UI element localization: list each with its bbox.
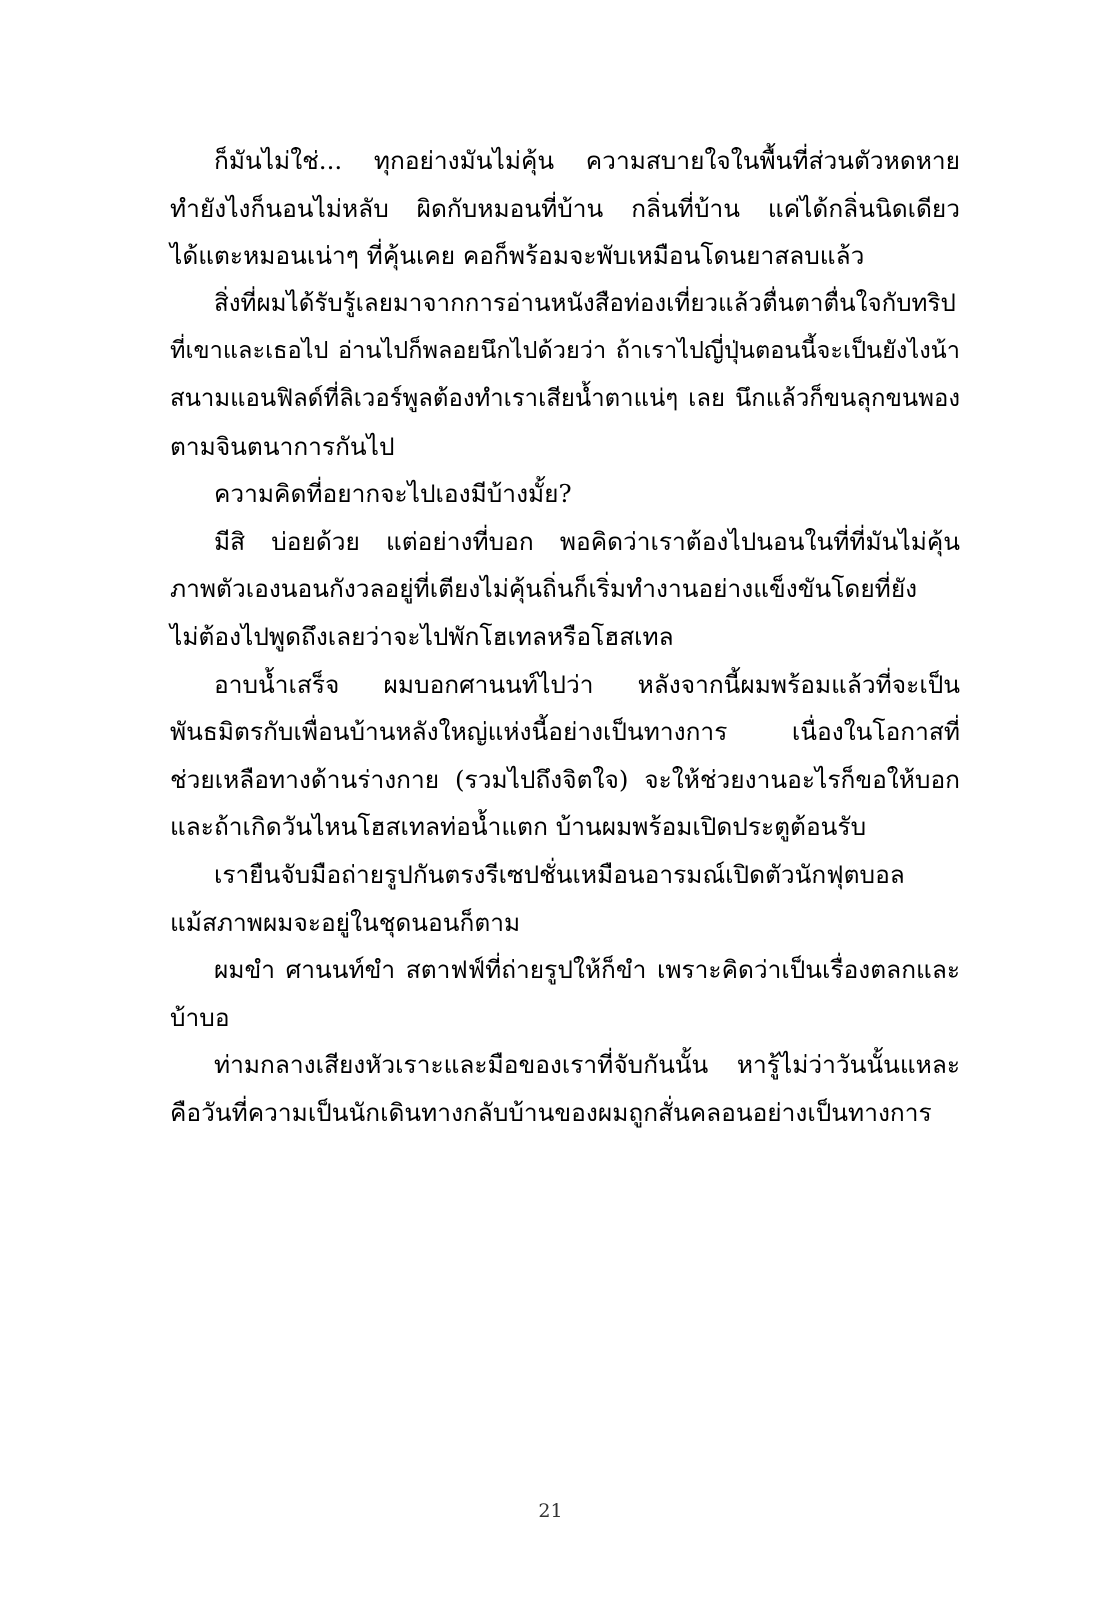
text-line: ช่วยเหลือทางด้านร่างกาย (รวมไปถึงจิตใจ) จะให้ช่วยงานอะไรก็ขอให้บอก: [170, 764, 960, 794]
text-line: พันธมิตรกับเพื่อนบ้านหลังใหญ่แห่งนี้อย่างเป็นทางการ เนื่องในโอกาสที่: [170, 717, 960, 747]
text-line: บ้าบอ: [170, 1002, 230, 1032]
text-line: ภาพตัวเองนอนกังวลอยู่ที่เตียงไม่คุ้นถิ่นก็เริ่มทำงานอย่างแข็งขันโดยที่ยัง: [170, 574, 918, 604]
text-line: มีสิ บ่อยด้วย แต่อย่างที่บอก พอคิดว่าเราต้องไปนอนในที่ที่มันไม่คุ้น: [214, 526, 960, 556]
text-line: ได้แตะหมอนเน่าๆ ที่คุ้นเคย คอก็พร้อมจะพับเหมือนโดนยาสลบแล้ว: [170, 241, 865, 271]
text-line: ก็มันไม่ใช่... ทุกอย่างมันไม่คุ้น ความสบายใจในพื้นที่ส่วนตัวหดหาย: [214, 146, 960, 175]
body-text: [170, 137, 960, 1136]
text-line: ทำยังไงก็นอนไม่หลับ ผิดกับหมอนที่บ้าน กลิ่นที่บ้าน แค่ได้กลิ่นนิดเดียว: [170, 193, 960, 223]
text-line: สนามแอนฟิลด์ที่ลิเวอร์พูลต้องทำเราเสียน้ำตาแน่ๆ เลย นึกแล้วก็ขนลุกขนพอง: [170, 383, 960, 412]
text-line: ผมขำ ศานนท์ขำ สตาฟฟ์ที่ถ่ายรูปให้ก็ขำ เพราะคิดว่าเป็นเรื่องตลกและ: [214, 955, 960, 985]
text-line: ที่เขาและเธอไป อ่านไปก็พลอยนึกไปด้วยว่า ถ้าเราไปญี่ปุ่นตอนนี้จะเป็นยังไงน้า: [170, 336, 960, 365]
text-line: อาบน้ำเสร็จ ผมบอกศานนท์ไปว่า หลังจากนี้ผมพร้อมแล้วที่จะเป็น: [214, 669, 960, 699]
page-number: 21: [538, 1500, 563, 1522]
text-line: ความคิดที่อยากจะไปเองมีบ้างมั้ย?: [214, 479, 572, 509]
text-line: ตามจินตนาการกันไป: [170, 431, 395, 461]
text-line: สิ่งที่ผมได้รับรู้เลยมาจากการอ่านหนังสือท่องเที่ยวแล้วตื่นตาตื่นใจกับทริป: [214, 288, 956, 317]
text-line: ไม่ต้องไปพูดถึงเลยว่าจะไปพักโฮเทลหรือโฮสเทล: [170, 621, 674, 651]
text-line: เรายืนจับมือถ่ายรูปกันตรงรีเซปชั่นเหมือนอารมณ์เปิดตัวนักฟุตบอล: [214, 859, 905, 889]
text-line: แม้สภาพผมจะอยู่ในชุดนอนก็ตาม: [170, 907, 521, 937]
text-line: คือวันที่ความเป็นนักเดินทางกลับบ้านของผมถูกสั่นคลอนอย่างเป็นทางการ: [170, 1097, 932, 1127]
text-line: ท่ามกลางเสียงหัวเราะและมือของเราที่จับกันนั้น หารู้ไม่ว่าวันนั้นแหละ: [214, 1050, 960, 1080]
text-line: และถ้าเกิดวันไหนโฮสเทลท่อน้ำแตก บ้านผมพร้อมเปิดประตูต้อนรับ: [170, 812, 867, 842]
